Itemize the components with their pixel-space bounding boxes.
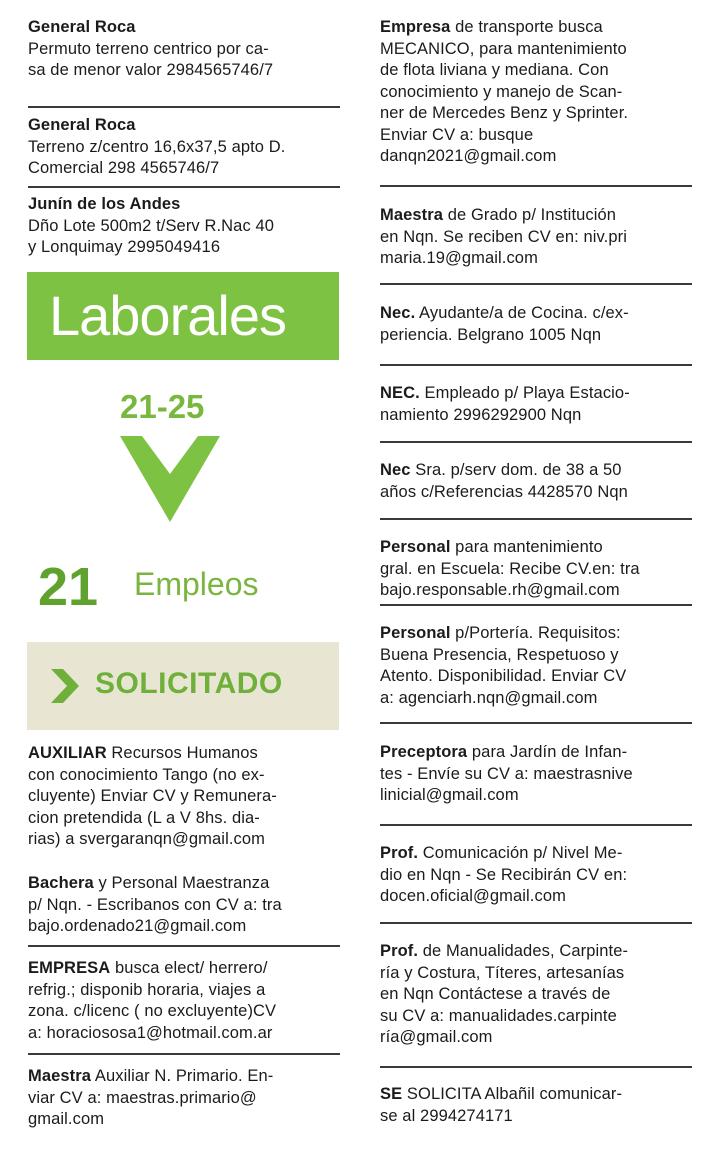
- listing-line: danqn2021@gmail.com: [380, 147, 557, 165]
- listing-prof-manualidades: [380, 941, 692, 1049]
- listing-preceptora: [380, 742, 692, 807]
- listing-line: Terreno z/centro 16,6x37,5 apto D.: [28, 137, 286, 156]
- listing-maestra-grado: [380, 205, 692, 270]
- listing-line: ner de Mercedes Benz y Sprinter.: [380, 104, 629, 122]
- divider: [380, 283, 692, 285]
- listing-title: Junín de los Andes: [28, 195, 181, 213]
- listing-title: General Roca: [28, 116, 136, 134]
- divider: [28, 186, 340, 188]
- listing-lead: AUXILIAR: [28, 744, 107, 762]
- listing-line: periencia. Belgrano 1005 Nqn: [380, 325, 602, 344]
- listing-junin-de-los-andes: [28, 194, 340, 259]
- listing-line: en Nqn Contáctese a través de: [380, 985, 611, 1003]
- listing-title: General Roca: [28, 18, 136, 36]
- listing-line: cluyente) Enviar CV y Remunera-: [28, 787, 277, 805]
- listing-line: p/Portería. Requisitos:: [450, 624, 621, 642]
- listing-line: gmail.com: [28, 1110, 105, 1128]
- listing-line: Ayudante/a de Cocina. c/ex-: [415, 304, 629, 322]
- listing-lead: Nec.: [380, 304, 416, 322]
- listing-nec-empleado: [380, 383, 692, 426]
- subcategory-label: SOLICITADO: [95, 667, 283, 700]
- category-number: 21: [38, 557, 99, 617]
- listing-lead: Personal: [380, 624, 451, 642]
- listing-line: a: horaciososa1@hotmail.com.ar: [28, 1023, 273, 1042]
- listing-line: docen.oficial@gmail.com: [380, 887, 566, 905]
- listing-line: y Personal Maestranza: [93, 874, 270, 892]
- listing-line: Dño Lote 500m2 t/Serv R.Nac 40: [28, 216, 275, 235]
- listing-lead: Maestra: [28, 1067, 92, 1085]
- listing-line: gral. en Escuela: Recibe CV.en: tra: [380, 559, 640, 578]
- divider: [380, 824, 692, 826]
- listing-line: su CV a: manualidades.carpinte: [380, 1006, 617, 1025]
- listing-nec-ayudante: [380, 303, 692, 346]
- listing-general-roca-2: [28, 115, 340, 180]
- listing-line: para mantenimiento: [450, 538, 603, 556]
- listing-bachera: [28, 873, 340, 938]
- listing-line: Auxiliar N. Primario. En-: [91, 1067, 274, 1085]
- listing-line: rias) a svergaranqn@gmail.com: [28, 830, 265, 848]
- listing-line: tes - Envíe su CV a: maestrasnive: [380, 764, 633, 783]
- listing-line: Permuto terreno centrico por ca-: [28, 39, 269, 58]
- listing-line: MECANICO, para mantenimiento: [380, 39, 627, 58]
- listing-lead: Prof.: [380, 844, 419, 862]
- section-banner-title: Laborales: [49, 284, 286, 347]
- divider: [380, 518, 692, 520]
- listing-lead: Prof.: [380, 942, 419, 960]
- chevron-down-icon: [120, 436, 220, 522]
- listing-line: de transporte busca: [450, 18, 603, 36]
- section-range: 21-25: [120, 388, 205, 425]
- listing-lead: EMPRESA: [28, 959, 111, 977]
- listing-lead: Preceptora: [380, 743, 468, 761]
- divider: [380, 185, 692, 187]
- listing-line: a: agenciarh.nqn@gmail.com: [380, 688, 598, 707]
- listing-lead: Empresa: [380, 18, 451, 36]
- divider: [380, 922, 692, 924]
- listing-line: se al 2994274171: [380, 1106, 513, 1125]
- listing-line: Comunicación p/ Nivel Me-: [418, 844, 623, 862]
- listing-line: refrig.; disponib horaria, viajes a: [28, 980, 266, 999]
- divider: [28, 106, 340, 108]
- subcategory-box: [27, 642, 339, 730]
- listing-line: bajo.responsable.rh@gmail.com: [380, 581, 620, 599]
- listing-line: en Nqn. Se reciben CV en: niv.pri: [380, 227, 627, 246]
- listing-line: para Jardín de Infan-: [467, 743, 628, 761]
- listing-line: con conocimiento Tango (no ex-: [28, 765, 265, 784]
- listing-line: Enviar CV a: busque: [380, 125, 534, 144]
- listing-empresa: [28, 958, 340, 1044]
- divider: [28, 1053, 340, 1055]
- listing-line: y Lonquimay 2995049416: [28, 238, 221, 256]
- listing-line: SOLICITA Albañil comunicar-: [402, 1085, 623, 1103]
- section-banner: [27, 272, 339, 360]
- divider: [380, 364, 692, 366]
- listing-line: busca elect/ herrero/: [110, 959, 268, 977]
- listing-line: viar CV a: maestras.primario@: [28, 1088, 257, 1107]
- divider: [380, 441, 692, 443]
- category-name: Empleos: [134, 566, 259, 602]
- listing-line: namiento 2996292900 Nqn: [380, 405, 582, 424]
- listing-line: sa de menor valor 2984565746/7: [28, 61, 274, 79]
- listing-line: linicial@gmail.com: [380, 786, 519, 804]
- listing-empresa-transporte: [380, 17, 692, 168]
- listing-line: ría y Costura, Títeres, artesanías: [380, 963, 625, 982]
- listing-lead: Maestra: [380, 206, 444, 224]
- listing-lead: NEC.: [380, 384, 420, 402]
- listing-line: Atento. Disponibilidad. Enviar CV: [380, 667, 627, 685]
- divider: [380, 1066, 692, 1068]
- listing-line: bajo.ordenado21@gmail.com: [28, 917, 247, 935]
- listing-personal-mantenimiento: [380, 537, 692, 602]
- listing-line: Empleado p/ Playa Estacio-: [419, 384, 630, 402]
- chevron-right-icon: [49, 669, 79, 703]
- listing-lead: SE: [380, 1085, 403, 1103]
- divider: [28, 945, 340, 947]
- listing-line: ría@gmail.com: [380, 1028, 493, 1046]
- listing-general-roca-1: [28, 17, 340, 82]
- listing-line: dio en Nqn - Se Recibirán CV en:: [380, 865, 628, 884]
- listing-line: maria.19@gmail.com: [380, 249, 538, 267]
- listing-auxiliar: [28, 743, 340, 851]
- listing-line: Comercial 298 4565746/7: [28, 159, 220, 177]
- listing-personal-porteria: [380, 623, 692, 709]
- listing-lead: Personal: [380, 538, 451, 556]
- listing-line: Sra. p/serv dom. de 38 a 50: [410, 461, 622, 479]
- listing-maestra-auxiliar: [28, 1066, 340, 1131]
- listing-lead: Nec: [380, 461, 411, 479]
- listing-line: años c/Referencias 4428570 Nqn: [380, 482, 628, 501]
- divider: [380, 604, 692, 606]
- listing-se-solicita: [380, 1084, 692, 1127]
- listing-line: de Manualidades, Carpinte-: [418, 942, 629, 960]
- listing-line: p/ Nqn. - Escribanos con CV a: tra: [28, 895, 282, 914]
- listing-prof-comunicacion: [380, 843, 692, 908]
- listing-line: conocimiento y manejo de Scan-: [380, 82, 623, 101]
- listing-line: de flota liviana y mediana. Con: [380, 61, 609, 79]
- listing-nec-sra: [380, 460, 692, 503]
- listing-line: cion pretendida (L a V 8hs. dia-: [28, 808, 260, 827]
- listing-line: zona. c/licenc ( no excluyente)CV: [28, 1002, 277, 1020]
- listing-lead: Bachera: [28, 874, 94, 892]
- listing-line: de Grado p/ Institución: [443, 206, 617, 224]
- divider: [380, 722, 692, 724]
- listing-line: Buena Presencia, Respetuoso y: [380, 645, 619, 664]
- listing-line: Recursos Humanos: [106, 744, 258, 762]
